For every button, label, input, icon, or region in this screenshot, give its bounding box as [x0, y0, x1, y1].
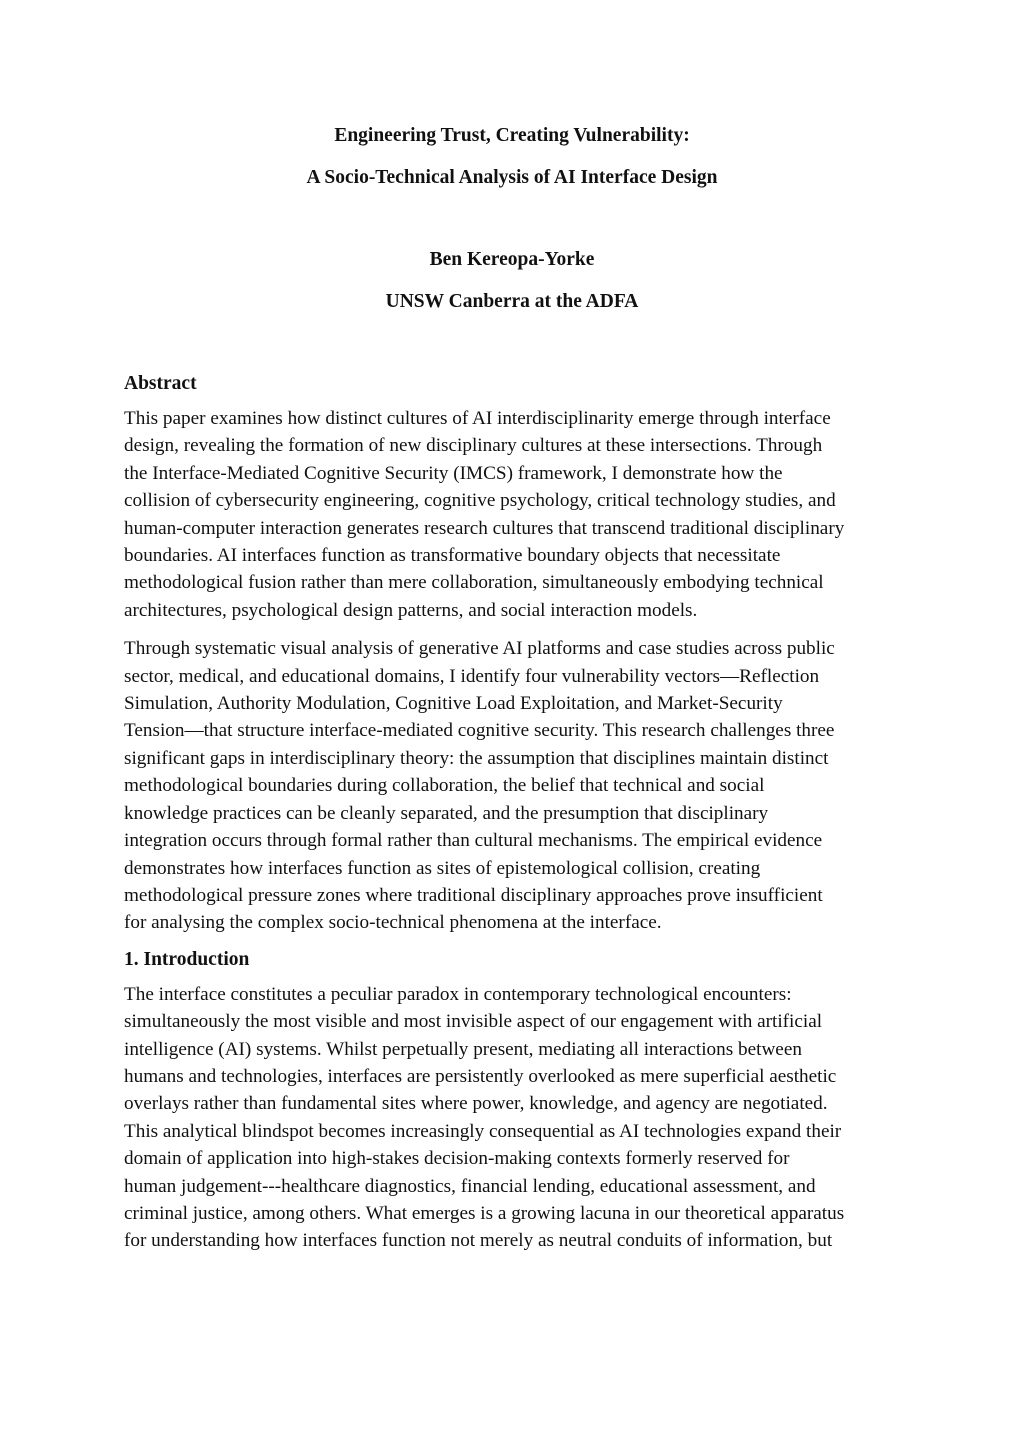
abstract-paragraph-1 — [124, 405, 902, 624]
text-line: design, revealing the formation of new disciplinary cultures at these intersections. Through — [124, 435, 823, 457]
text-line: methodological fusion rather than mere collaboration, simultaneously embodying technical — [124, 572, 824, 594]
paper-title-line-1: Engineering Trust, Creating Vulnerability: — [334, 125, 690, 146]
abstract-heading: Abstract — [124, 373, 197, 394]
paper-title-line-2: A Socio-Technical Analysis of AI Interface Design — [306, 167, 718, 188]
text-line: simultaneously the most visible and most invisible aspect of our engagement with artificial — [124, 1011, 823, 1033]
text-line: integration occurs through formal rather than cultural mechanisms. The empirical evidence — [124, 830, 823, 852]
text-line: overlays rather than fundamental sites where power, knowledge, and agency are negotiated. — [124, 1093, 828, 1115]
text-line: Tension—that structure interface-mediated cognitive security. This research challenges three — [124, 720, 835, 742]
text-line: the Interface-Mediated Cognitive Security (IMCS) framework, I demonstrate how the — [124, 462, 783, 484]
text-line: significant gaps in interdisciplinary theory: the assumption that disciplines maintain distinct — [124, 747, 829, 769]
introduction-paragraph-1 — [124, 981, 902, 1255]
text-line: collision of cybersecurity engineering, cognitive psychology, critical technology studies, and — [124, 490, 836, 512]
text-line: demonstrates how interfaces function as sites of epistemological collision, creating — [124, 857, 761, 879]
text-line: sector, medical, and educational domains, I identify four vulnerability vectors—Reflection — [124, 665, 820, 687]
text-line: methodological pressure zones where traditional disciplinary approaches prove insufficient — [124, 884, 823, 906]
text-line: intelligence (AI) systems. Whilst perpetually present, mediating all interactions between — [124, 1038, 802, 1060]
text-line: boundaries. AI interfaces function as transformative boundary objects that necessitate — [124, 545, 781, 567]
text-line: criminal justice, among others. What emerges is a growing lacuna in our theoretical apparatus — [124, 1202, 845, 1224]
text-line: knowledge practices can be cleanly separated, and the presumption that disciplinary — [124, 802, 769, 824]
introduction-heading: 1. Introduction — [124, 948, 250, 970]
text-line: for understanding how interfaces function not merely as neutral conduits of information, but — [124, 1230, 833, 1252]
abstract-paragraph-2 — [124, 635, 902, 936]
text-line: for analysing the complex socio-technical phenomena at the interface. — [124, 912, 662, 934]
text-line: humans and technologies, interfaces are persistently overlooked as mere superficial aesthetic — [124, 1065, 837, 1087]
text-line: This paper examines how distinct cultures of AI interdisciplinarity emerge through interface — [124, 408, 831, 429]
text-line: Simulation, Authority Modulation, Cognitive Load Exploitation, and Market-Security — [124, 693, 783, 715]
author-affiliation: UNSW Canberra at the ADFA — [385, 291, 639, 312]
text-line: The interface constitutes a peculiar paradox in contemporary technological encounters: — [124, 983, 792, 1005]
text-line: methodological boundaries during collaboration, the belief that technical and social — [124, 775, 765, 797]
body-content — [124, 372, 902, 1266]
author-name: Ben Kereopa-Yorke — [429, 249, 595, 270]
text-line: domain of application into high-stakes decision-making contexts formerly reserved for — [124, 1148, 790, 1170]
text-line: This analytical blindspot becomes increasingly consequential as AI technologies expand their — [124, 1120, 842, 1142]
text-line: architectures, psychological design patterns, and social interaction models. — [124, 599, 698, 621]
text-line: human judgement---healthcare diagnostics, financial lending, educational assessment, and — [124, 1175, 816, 1197]
text-line: human-computer interaction generates research cultures that transcend traditional disciplinary — [124, 517, 845, 539]
text-line: Through systematic visual analysis of generative AI platforms and case studies across public — [124, 638, 835, 660]
